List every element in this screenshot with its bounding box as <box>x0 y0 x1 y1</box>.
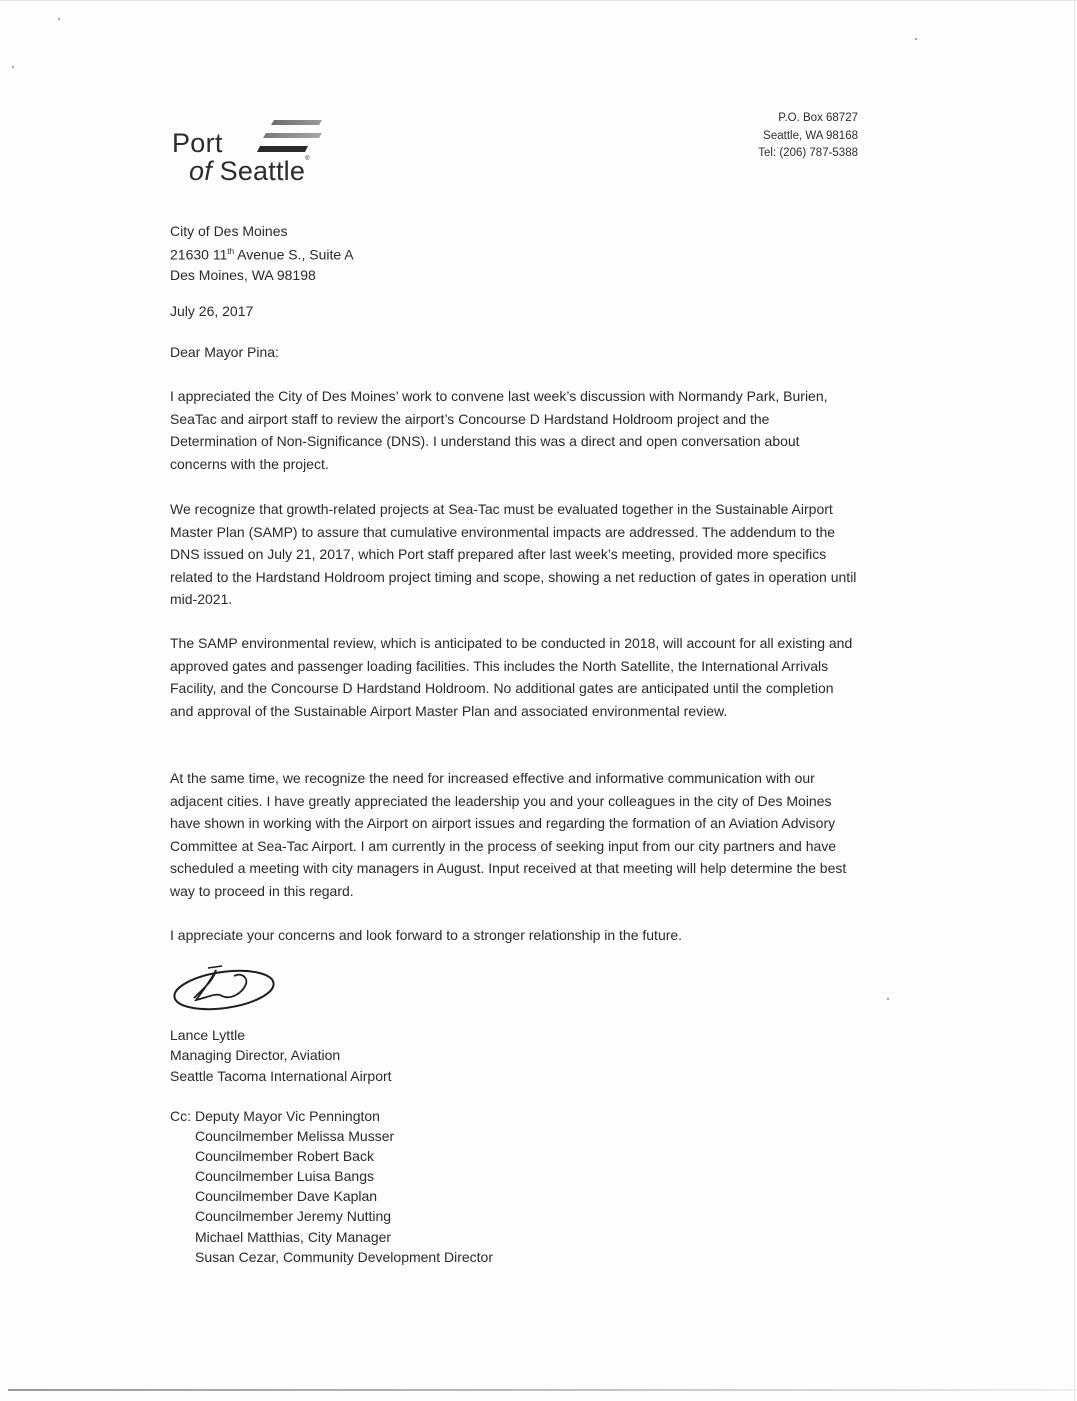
cc-recipient: Councilmember Jeremy Nutting <box>195 1208 392 1225</box>
port-stripes-icon <box>248 114 328 158</box>
recipient-name: City of Des Moines <box>170 223 288 239</box>
scan-right-edge <box>1074 0 1075 1401</box>
logo-text-seattle <box>189 156 310 187</box>
scan-speck <box>887 998 889 1000</box>
cc-list <box>170 1106 493 1267</box>
scan-speck <box>58 18 60 20</box>
body-paragraph-4: At the same time, we recognize the need for increased effective and informative communication with our adjacent cities. I have greatly appreciated the leadership you and your colleagues in the city of Des Moines have shown in working with the Airport on airport issues and regarding the formation of an Aviation Advisory Committee at Sea-Tac Airport. I am currently in the process of seeking input from our city partners and have scheduled a meeting with city managers in August. Input received at that meeting will help determine the best way to proceed in this regard. <box>170 770 847 899</box>
street-number: 21630 11 <box>170 246 228 263</box>
handwritten-signature-icon <box>172 962 282 1012</box>
cc-recipient: Councilmember Robert Back <box>195 1148 374 1165</box>
return-address-line: Tel: (206) 787-5388 <box>758 147 858 159</box>
return-address-line: Seattle, WA 98168 <box>763 129 858 142</box>
cc-recipient: Deputy Mayor Vic Pennington <box>195 1108 380 1124</box>
cc-recipient: Councilmember Luisa Bangs <box>195 1168 374 1185</box>
recipient-street <box>170 242 354 265</box>
signer-title: Managing Director, Aviation <box>170 1047 341 1064</box>
salutation: Dear Mayor Pina: <box>170 344 279 360</box>
closing-paragraph: I appreciate your concerns and look forward to a stronger relationship in the future. <box>170 927 683 943</box>
recipient-address <box>170 221 354 285</box>
scan-top-edge <box>0 0 1077 1</box>
street-name: Avenue S., Suite A <box>234 246 354 263</box>
return-address <box>758 110 858 163</box>
scan-speck <box>12 66 14 68</box>
logo-text-of: of <box>189 156 212 186</box>
port-of-seattle-logo <box>172 112 332 188</box>
scan-speck <box>915 38 917 40</box>
cc-recipient: Michael Matthias, City Manager <box>195 1228 392 1245</box>
signer-name: Lance Lyttle <box>170 1027 245 1043</box>
registered-mark: ® <box>305 156 310 162</box>
body-paragraph-1: I appreciated the City of Des Moines’ work to convene last week’s discussion with Normandy Park, Burien, SeaTac and airport staff to review the airport’s Concourse D Hardstand Holdroom project and the Determination of Non-Significance (DNS). I understand this was a direct and open conversation about concerns with the project. <box>170 388 828 472</box>
signer-block <box>170 1025 392 1086</box>
logo-text-name: Seattle <box>219 156 306 186</box>
cc-recipient: Susan Cezar, Community Development Director <box>195 1248 494 1265</box>
letter-date: July 26, 2017 <box>170 303 254 319</box>
body-paragraph-2: We recognize that growth-related projects at Sea-Tac must be evaluated together in the Sustainable Airport Master Plan (SAMP) to assure that cumulative environmental impacts are addressed. The addendum to the DNS issued on July 21, 2017, which Port staff prepared after last week’s meeting, provided more specifics related to the Hardstand Holdroom project timing and scope, showing a net reduction of gates in operation until mid-2021. <box>170 501 857 608</box>
cc-label: Cc: <box>170 1108 191 1124</box>
body-paragraph-3: The SAMP environmental review, which is anticipated to be conducted in 2018, will account for all existing and approved gates and passenger loading facilities. This includes the North Satellite, the International Arrivals Facility, and the Concourse D Hardstand Holdroom. No additional gates are anticipated until the completion and approval of the Sustainable Airport Master Plan and associated environmental review. <box>170 635 853 719</box>
scan-bottom-edge <box>8 1389 1077 1391</box>
logo-text-port: Port <box>172 128 223 158</box>
signer-organization: Seattle Tacoma International Airport <box>170 1067 392 1084</box>
return-address-line: P.O. Box 68727 <box>778 112 858 124</box>
recipient-city: Des Moines, WA 98198 <box>170 266 316 283</box>
cc-recipient: Councilmember Dave Kaplan <box>195 1188 378 1205</box>
cc-recipient: Councilmember Melissa Musser <box>195 1128 395 1145</box>
street-ordinal: th <box>227 246 235 256</box>
